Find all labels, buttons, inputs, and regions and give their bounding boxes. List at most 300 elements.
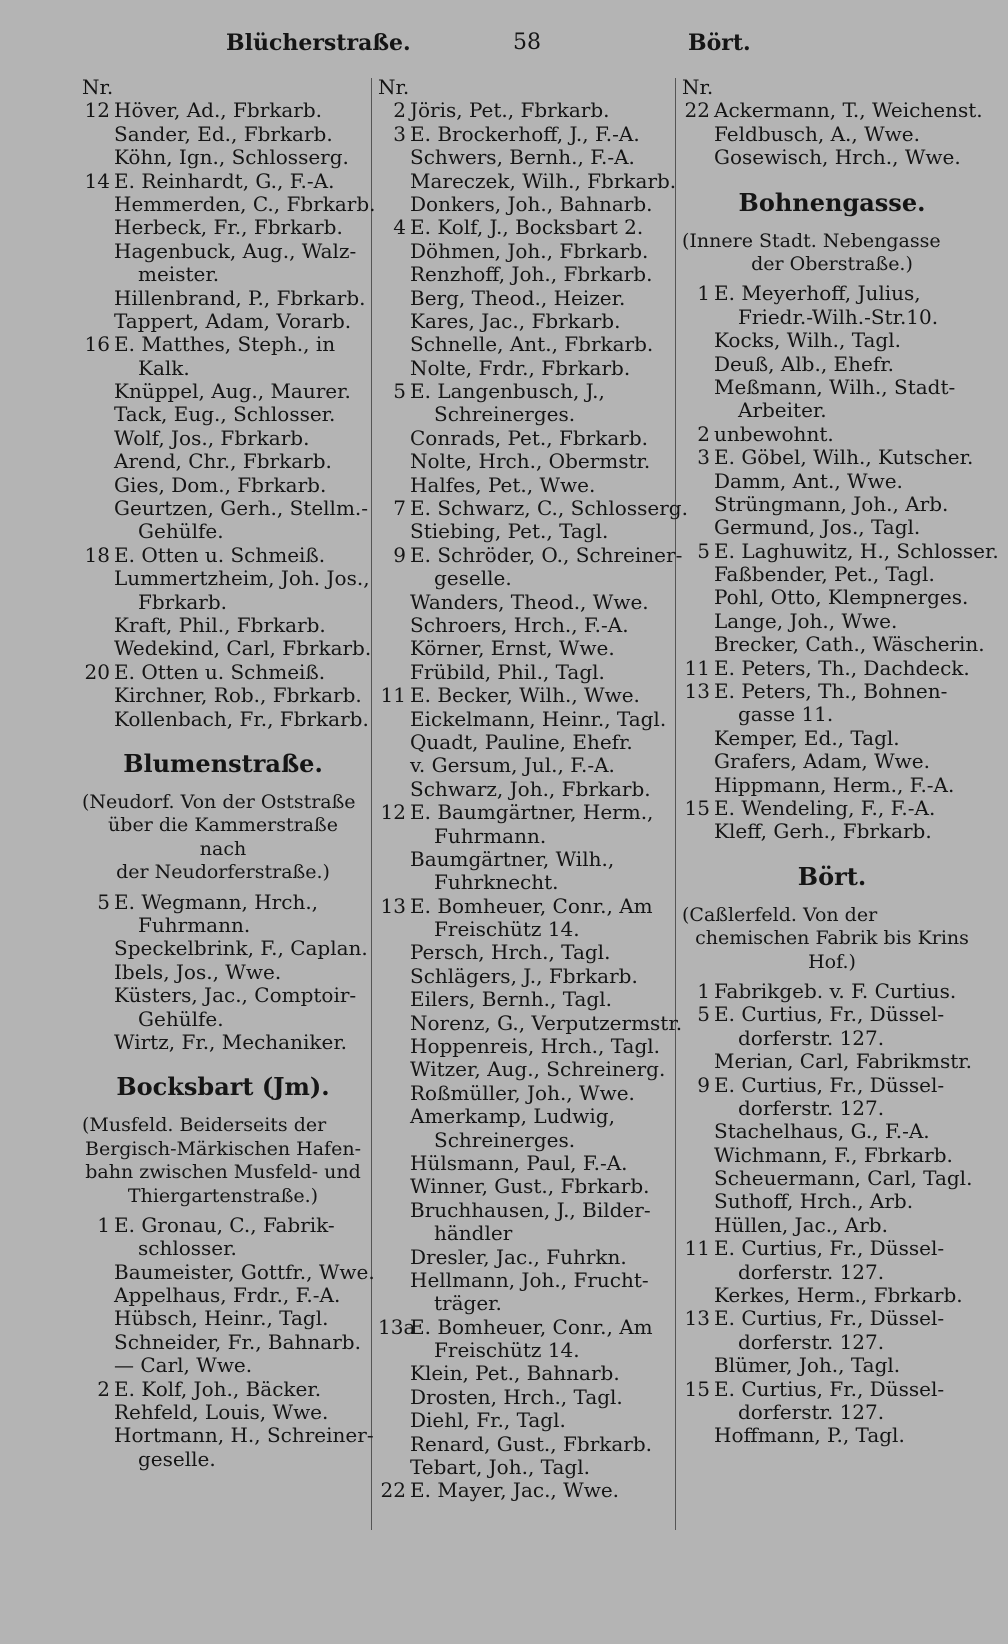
house-number: 5 [97,889,110,914]
house-number: 9 [393,542,406,567]
resident-entry [378,1199,670,1222]
resident-entry [378,542,683,567]
resident-entry [82,961,364,984]
resident-text: dorferstr. 127. [738,1400,885,1424]
house-number: 20 [84,659,110,684]
resident-entry [682,1284,982,1307]
resident-text: Germund, Jos., Tagl. [714,515,921,540]
resident-entry [682,1074,982,1097]
description-line: (Neudorf. Von der Oststraße [82,790,356,813]
resident-entry [82,1378,364,1401]
resident-text: E. Bomheuer, Conr., Am [410,893,653,918]
resident-entry [378,1269,670,1292]
resident-entry [378,99,670,122]
resident-entry [682,563,982,586]
resident-entry [682,657,982,680]
resident-entry [378,965,670,988]
house-number: 5 [697,538,710,563]
resident-entry [82,216,364,239]
house-number: 2 [393,98,406,123]
resident-entry [378,287,670,310]
house-number: 1 [697,978,710,1003]
resident-text: Knüppel, Aug., Maurer. [114,379,351,404]
resident-entry [682,470,982,493]
resident-text: E. Brockerhoff, J., F.-A. [410,121,640,146]
resident-entry [82,936,368,961]
resident-text: gasse 11. [738,702,834,727]
resident-text: E. Curtius, Fr., Düssel- [714,1002,945,1027]
resident-text: Ibels, Jos., Wwe. [114,959,282,984]
resident-text: Halfes, Pet., Wwe. [410,472,596,497]
resident-entry [682,146,982,169]
resident-entry [378,496,688,521]
resident-entry [378,1456,670,1479]
resident-entry [82,287,364,310]
resident-entry [682,1050,982,1073]
resident-text: Kollenbach, Fr., Fbrkarb. [114,706,369,731]
resident-text: Eilers, Bernh., Tagl. [410,987,612,1012]
resident-text: Fuhrknecht. [434,870,559,895]
running-header [0,30,1008,64]
resident-entry [378,941,670,964]
resident-entry [82,240,364,263]
resident-entry [82,520,364,543]
resident-text: händler [434,1221,513,1246]
resident-text: Drosten, Hrch., Tagl. [410,1384,623,1409]
resident-text: Appelhaus, Frdr., F.-A. [114,1283,341,1308]
house-number: 4 [393,215,406,240]
resident-entry [682,99,982,122]
resident-entry [682,1401,982,1424]
resident-text: E. Peters, Th., Dachdeck. [714,655,970,680]
house-number: 7 [393,496,406,521]
resident-entry [378,871,670,894]
resident-text: E. Langenbusch, J., [410,379,605,404]
resident-entry [82,614,364,637]
resident-text: Bruchhausen, J., Bilder- [410,1197,651,1222]
resident-text: Hülsmann, Paul, F.-A. [410,1150,628,1175]
resident-text: Kemper, Ed., Tagl. [714,725,900,750]
resident-entry [378,1292,670,1315]
resident-entry [378,754,670,777]
resident-text: geselle. [138,1446,216,1471]
resident-text: Stachelhaus, G., F.-A. [714,1119,930,1144]
resident-text: Conrads, Pet., Fbrkarb. [410,425,648,450]
resident-entry [82,684,364,707]
resident-text: Schlägers, J., Fbrkarb. [410,963,638,988]
resident-text: Nolte, Frdr., Fbrkarb. [410,355,631,380]
resident-entry [82,427,364,450]
resident-text: Fuhrmann. [138,912,251,937]
number-column-label [82,76,364,99]
resident-text: Fabrikgeb. v. F. Curtius. [714,978,957,1003]
resident-text: Fbrkarb. [138,589,228,614]
resident-text: Kocks, Wilh., Tagl. [714,328,901,353]
resident-entry [682,820,982,843]
number-column-label [378,76,670,99]
resident-text: Mareczek, Wilh., Fbrkarb. [410,168,677,193]
resident-text: Schreinerges. [434,402,576,427]
resident-entry [378,474,670,497]
resident-entry [378,1386,670,1409]
resident-text: Rehfeld, Louis, Wwe. [114,1400,329,1425]
resident-text: Tappert, Adam, Vorarb. [114,308,352,333]
resident-entry [682,1144,982,1167]
resident-text: Frübild, Phil., Tagl. [410,659,605,684]
resident-entry [682,727,982,750]
resident-text: Gehülfe. [138,1006,224,1031]
resident-entry [378,1222,670,1245]
resident-text: E. Gronau, C., Fabrik- [114,1212,335,1237]
resident-text: Lange, Joh., Wwe. [714,608,898,633]
resident-text: Jöris, Pet., Fbrkarb. [410,98,610,123]
resident-entry [82,357,364,380]
resident-entry [378,918,670,941]
resident-entry [682,399,982,422]
resident-entry [378,1010,683,1035]
resident-entry [682,1190,982,1213]
house-number: 9 [697,1072,710,1097]
resident-text: dorferstr. 127. [738,1329,885,1354]
resident-text: E. Curtius, Fr., Düssel- [714,1306,945,1331]
resident-text: Geurtzen, Gerh., Stellm.- [114,496,369,521]
resident-text: Kraft, Phil., Fbrkarb. [114,612,326,637]
resident-text: Schroers, Hrch., F.-A. [410,612,629,637]
resident-entry [82,333,364,356]
resident-entry [682,1354,982,1377]
resident-text: Witzer, Aug., Schreinerg. [410,1057,666,1082]
house-number: 22 [380,1478,406,1503]
house-number: 5 [697,1002,710,1027]
resident-text: Freischütz 14. [434,917,580,942]
resident-text: Hoffmann, P., Tagl. [714,1423,905,1448]
resident-text: E. Otten u. Schmeiß. [114,542,326,567]
resident-text: E. Baumgärtner, Herm., [410,800,654,825]
resident-text: Diehl, Fr., Tagl. [410,1408,566,1433]
resident-entry [82,1284,364,1307]
resident-text: Hippmann, Herm., F.-A. [714,772,955,797]
resident-text: Ackermann, T., Weichenst. [714,98,983,123]
description-line: (Musfeld. Beiderseits der [82,1114,327,1137]
street-heading: Blumenstraße. [123,748,323,778]
resident-text: Blümer, Joh., Tagl. [714,1353,901,1378]
resident-text: E. Peters, Th., Bohnen- [714,679,948,704]
resident-entry [82,99,364,122]
street-heading: Bört. [797,861,867,891]
resident-text: meister. [138,262,220,287]
description-line: Hof.) [808,950,856,973]
resident-entry [82,1008,364,1031]
resident-text: Höver, Ad., Fbrkarb. [114,98,323,123]
resident-text: E. Curtius, Fr., Düssel- [714,1072,945,1097]
resident-text: Eickelmann, Heinr., Tagl. [410,706,667,731]
resident-text: Schneider, Fr., Bahnarb. [114,1329,361,1354]
resident-text: Wedekind, Carl, Fbrkarb. [114,636,372,661]
resident-entry [378,1105,670,1128]
resident-entry [378,1129,670,1152]
resident-entry [82,310,364,333]
resident-entry [378,1409,670,1432]
resident-text: Deuß, Alb., Ehefr. [714,351,894,376]
street-description [682,904,982,974]
resident-text: Arend, Chr., Fbrkarb. [114,449,332,474]
resident-entry [82,123,364,146]
resident-entry [378,216,670,239]
resident-entry [82,591,364,614]
resident-entry [682,632,985,657]
resident-text: E. Curtius, Fr., Düssel- [714,1236,945,1261]
resident-text: Gehülfe. [138,519,224,544]
resident-text: unbewohnt. [714,421,834,446]
resident-entry [378,708,670,731]
resident-entry [682,980,982,1003]
page-number: 58 [513,30,541,55]
resident-text: Schwarz, Joh., Fbrkarb. [410,776,651,801]
resident-text: Kalk. [138,355,190,380]
house-number: 2 [697,421,710,446]
resident-entry [82,1214,364,1237]
resident-text: E. Curtius, Fr., Düssel- [714,1376,945,1401]
resident-entry [82,170,364,193]
resident-text: Fuhrmann. [434,823,547,848]
description-line: (Caßlerfeld. Von der [682,903,878,926]
resident-entry [378,123,670,146]
resident-entry [378,333,670,356]
resident-entry [378,637,670,660]
house-number: 3 [697,445,710,470]
resident-text: Hellmann, Joh., Frucht- [410,1267,649,1292]
resident-text: E. Göbel, Wilh., Kutscher. [714,445,974,470]
house-number: 15 [684,795,710,820]
resident-text: schlosser. [138,1236,237,1261]
resident-entry [378,1175,670,1198]
description-line: chemischen Fabrik bis Krins [695,927,969,950]
resident-entry [682,493,982,516]
street-description [82,1114,364,1208]
resident-entry [378,731,670,754]
resident-entry [82,1354,364,1377]
resident-entry [378,1362,670,1385]
resident-text: Baumgärtner, Wilh., [410,846,615,871]
resident-text: — Carl, Wwe. [114,1353,253,1378]
resident-text: dorferstr. 127. [738,1025,885,1050]
resident-text: Herbeck, Fr., Fbrkarb. [114,215,343,240]
resident-text: Pohl, Otto, Klempnerges. [714,585,969,610]
resident-entry [378,240,670,263]
house-number: 14 [84,168,110,193]
resident-entry [82,914,364,937]
resident-entry [378,1433,670,1456]
resident-text: Köhn, Ign., Schlosserg. [114,145,349,170]
description-line: über die Kammerstraße nach [108,814,338,860]
street-heading: Bocksbart (Jm). [116,1072,330,1102]
resident-entry [378,380,670,403]
resident-entry [682,703,982,726]
resident-entry [378,1339,670,1362]
column-1 [82,75,376,1471]
resident-text: Kleff, Gerh., Fbrkarb. [714,819,932,844]
resident-entry [682,446,982,469]
house-number: 12 [380,800,406,825]
resident-text: Brecker, Cath., Wäscherin. [714,632,985,657]
resident-text: E. Wegmann, Hrch., [114,889,319,914]
resident-entry [378,1035,670,1058]
resident-entry [378,168,677,193]
house-number: 1 [697,281,710,306]
house-number: 13a [378,1314,416,1339]
resident-text: Feldbusch, A., Wwe. [714,121,920,146]
description-line: der Oberstraße.) [751,252,913,275]
resident-text: Nr. [378,75,410,99]
resident-text: E. Laghuwitz, H., Schlosser. [714,538,999,563]
resident-text: Tebart, Joh., Tagl. [410,1455,590,1480]
resident-entry [682,376,982,399]
resident-text: Suthoff, Hrch., Arb. [714,1189,914,1214]
resident-text: Merian, Carl, Fabrikmstr. [714,1049,972,1074]
resident-text: Wolf, Jos., Fbrkarb. [114,425,310,450]
resident-text: Hüllen, Jac., Arb. [714,1212,888,1237]
resident-entry [682,282,982,305]
resident-text: Meßmann, Wilh., Stadt- [714,374,956,399]
resident-entry [682,1167,982,1190]
resident-entry [82,1423,374,1448]
resident-text: E. Kolf, J., Bocksbart 2. [410,215,644,240]
resident-entry [378,591,670,614]
resident-entry [682,1214,982,1237]
resident-text: Berg, Theod., Heizer. [410,285,626,310]
resident-text: Gies, Dom., Fbrkarb. [114,472,327,497]
house-number: 2 [97,1376,110,1401]
resident-text: Schnelle, Ant., Fbrkarb. [410,332,654,357]
resident-text: Freischütz 14. [434,1338,580,1363]
resident-entry [378,825,670,848]
resident-text: E. Becker, Wilh., Wwe. [410,683,640,708]
resident-entry [682,1003,982,1026]
resident-entry [682,1120,982,1143]
resident-entry [682,750,982,773]
resident-entry [82,891,364,914]
resident-entry [82,191,376,216]
resident-entry [378,778,670,801]
resident-entry [682,329,982,352]
header-left-street: Blücherstraße. [226,30,411,56]
house-number: 12 [84,98,110,123]
resident-text: Grafers, Adam, Wwe. [714,749,930,774]
number-column-label [682,76,982,99]
resident-text: Kirchner, Rob., Fbrkarb. [114,683,362,708]
resident-entry [378,567,670,590]
resident-text: Persch, Hrch., Tagl. [410,940,611,965]
description-line: bahn zwischen Musfeld- und [85,1161,361,1184]
description-line: Thiergartenstraße.) [127,1184,319,1207]
house-number: 18 [84,542,110,567]
resident-entry [682,538,999,563]
street-heading: Bohnengasse. [738,187,926,217]
resident-entry [682,1331,982,1354]
resident-entry [378,1316,670,1339]
resident-entry [378,801,670,824]
resident-text: Roßmüller, Joh., Wwe. [410,1080,635,1105]
resident-text: Arbeiter. [738,398,827,423]
resident-text: Nr. [682,75,714,99]
resident-text: Renzhoff, Joh., Fbrkarb. [410,262,653,287]
resident-text: Damm, Ant., Wwe. [714,468,903,493]
resident-entry [82,146,364,169]
resident-entry [82,566,370,591]
resident-entry [682,680,982,703]
resident-text: Hemmerden, C., Fbrkarb. [114,191,376,216]
house-number: 11 [380,683,406,708]
resident-entry [682,1378,982,1401]
resident-text: dorferstr. 127. [738,1259,885,1284]
resident-entry [378,357,670,380]
resident-text: E. Matthes, Steph., in [114,332,336,357]
street-description [82,791,364,885]
resident-text: Renard, Gust., Fbrkarb. [410,1431,653,1456]
resident-entry [82,1401,364,1424]
resident-entry [378,848,670,871]
resident-text: E. Otten u. Schmeiß. [114,659,326,684]
resident-entry [682,1237,982,1260]
column-3 [682,75,999,1448]
resident-entry [82,661,364,684]
resident-entry [378,427,670,450]
resident-text: Wanders, Theod., Wwe. [410,589,649,614]
resident-text: Sander, Ed., Fbrkarb. [114,121,333,146]
resident-entry [682,1261,982,1284]
column-divider [371,78,372,1530]
resident-text: E. Mayer, Jac., Wwe. [410,1478,620,1503]
resident-text: Lummertzheim, Joh. Jos., [114,566,370,591]
resident-text: Friedr.-Wilh.-Str.10. [738,304,939,329]
resident-entry [378,1082,670,1105]
resident-entry [378,1058,670,1081]
resident-text: Nolte, Hrch., Obermstr. [410,449,651,474]
resident-text: geselle. [434,566,512,591]
resident-entry [378,988,670,1011]
resident-text: Gosewisch, Hrch., Wwe. [714,145,961,170]
column-2 [378,75,688,1503]
resident-entry [82,1259,375,1284]
resident-text: Winner, Gust., Fbrkarb. [410,1174,650,1199]
resident-text: Scheuermann, Carl, Tagl. [714,1166,973,1191]
resident-entry [378,146,670,169]
resident-text: Kerkes, Herm., Fbrkarb. [714,1283,963,1308]
resident-text: Norenz, G., Verputzermstr. [410,1010,683,1035]
resident-entry [378,1479,670,1502]
resident-text: E. Schwarz, C., Schlosserg. [410,496,688,521]
column-divider [675,78,676,1530]
resident-entry [82,1448,364,1471]
resident-entry [82,1331,364,1354]
resident-entry [378,310,670,333]
house-number: 1 [97,1212,110,1237]
description-line: der Neudorferstraße.) [116,861,330,884]
resident-entry [82,544,364,567]
resident-text: Amerkamp, Ludwig, [410,1104,615,1129]
resident-text: Hagenbuck, Aug., Walz- [114,238,357,263]
resident-text: E. Wendeling, F., F.-A. [714,795,936,820]
resident-text: Klein, Pet., Bahnarb. [410,1361,620,1386]
house-number: 11 [684,655,710,680]
resident-text: Körner, Ernst, Wwe. [410,636,615,661]
resident-entry [682,610,982,633]
resident-text: dorferstr. 127. [738,1095,885,1120]
resident-text: Faßbender, Pet., Tagl. [714,562,935,587]
description-line: (Innere Stadt. Nebengasse [682,229,941,252]
header-right-street: Bört. [688,30,751,56]
resident-text: Schreinerges. [434,1127,576,1152]
